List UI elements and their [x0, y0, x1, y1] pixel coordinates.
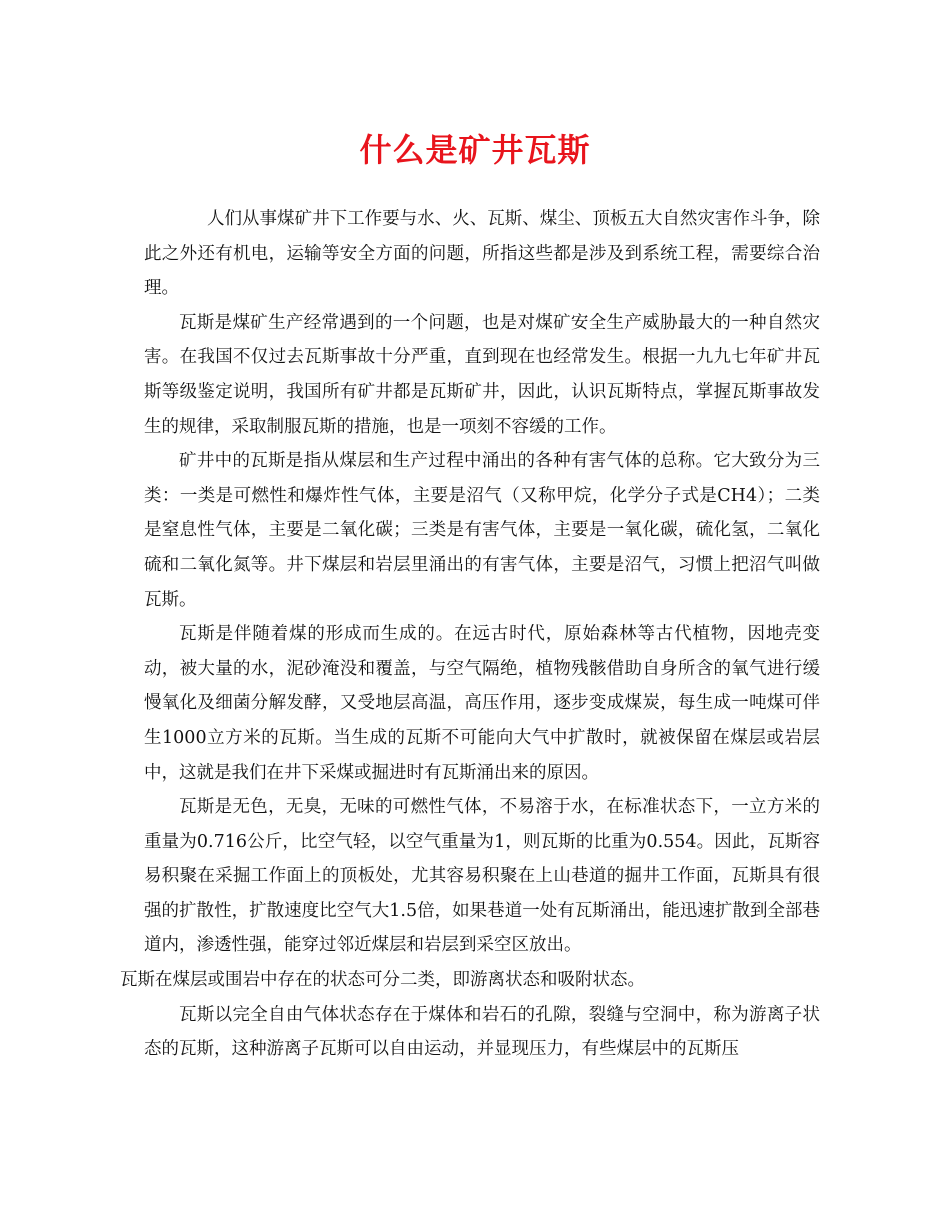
document-body — [120, 202, 820, 1067]
paragraph-gas-properties: 瓦斯是无色，无臭，无味的可燃性气体，不易溶于水，在标准状态下，一立方米的重量为0.716公斤，比空气轻，以空气重量为1，则瓦斯的比重为0.554。因此，瓦斯容易积聚在采掘工作面上的顶板处，尤其容易积聚在上山巷道的掘井工作面，瓦斯具有很强的扩散性，扩散速度比空气大1.5倍，如果巷道一处有瓦斯涌出，能迅速扩散到全部巷道内，渗透性强，能穿过邻近煤层和岩层到采空区放出。 — [144, 797, 820, 956]
paragraph-free-gas: 瓦斯以完全自由气体状态存在于煤体和岩石的孔隙，裂缝与空洞中，称为游离子状态的瓦斯，这种游离子瓦斯可以自由运动，并显现压力，有些煤层中的瓦斯压 — [144, 1004, 820, 1060]
paragraph-gas-states: 瓦斯在煤层或围岩中存在的状态可分二类，即游离状态和吸附状态。 — [120, 970, 645, 991]
paragraph-gas-hazard: 瓦斯是煤矿生产经常遇到的一个问题，也是对煤矿安全生产威胁最大的一种自然灾害。在我国不仅过去瓦斯事故十分严重，直到现在也经常发生。根据一九九七年矿井瓦斯等级鉴定说明，我国所有矿井都是瓦斯矿井，因此，认识瓦斯特点，掌握瓦斯事故发生的规律，采取制服瓦斯的措施，也是一项刻不容缓的工作。 — [144, 312, 820, 437]
paragraph-gas-formation: 瓦斯是伴随着煤的形成而生成的。在远古时代，原始森林等古代植物，因地壳变动，被大量的水，泥砂淹没和覆盖，与空气隔绝，植物残骸借助自身所含的氧气进行缓慢氧化及细菌分解发酵，又受地层高温，高压作用，逐步变成煤炭，每生成一吨煤可伴生1000立方米的瓦斯。当生成的瓦斯不可能向大气中扩散时，就被保留在煤层或岩层中，这就是我们在井下采煤或掘进时有瓦斯涌出来的原因。 — [144, 624, 820, 783]
document-title: 什么是矿井瓦斯 — [359, 131, 591, 169]
paragraph-gas-definition: 矿井中的瓦斯是指从煤层和生产过程中涌出的各种有害气体的总称。它大致分为三类：一类是可燃性和爆炸性气体，主要是沼气（又称甲烷，化学分子式是CH4）；二类是窒息性气体，主要是二氧化碳；三类是有害气体，主要是一氧化碳，硫化氢，二氧化硫和二氧化氮等。井下煤层和岩层里涌出的有害气体，主要是沼气，习惯上把沼气叫做瓦斯。 — [144, 451, 820, 610]
paragraph-intro: 人们从事煤矿井下工作要与水、火、瓦斯、煤尘、顶板五大自然灾害作斗争，除此之外还有机电，运输等安全方面的问题，所指这些都是涉及到系统工程，需要综合治理。 — [144, 209, 820, 299]
